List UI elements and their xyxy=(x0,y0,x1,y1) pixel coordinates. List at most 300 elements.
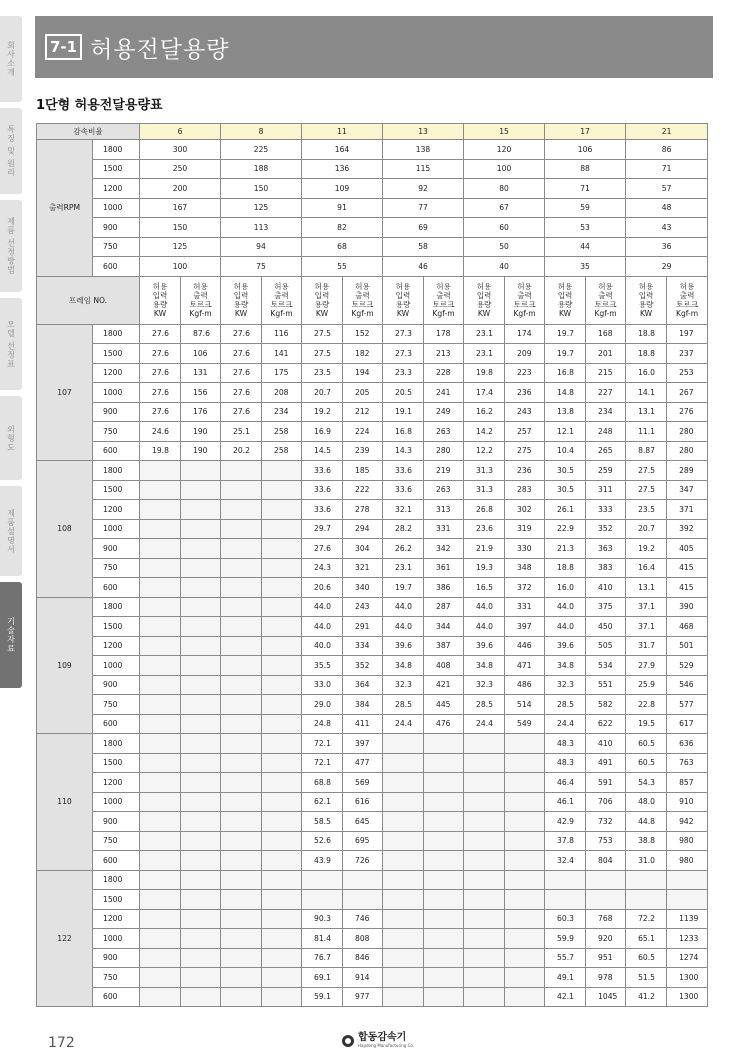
kw-value xyxy=(302,870,343,890)
kw-value: 25.1 xyxy=(221,422,262,442)
output-rpm-value: 77 xyxy=(383,198,464,218)
side-tab-features[interactable]: 특징 및 원리 xyxy=(0,108,22,194)
rpm-cell: 600 xyxy=(93,714,140,734)
torque-value xyxy=(262,929,302,949)
table-row xyxy=(37,402,708,422)
torque-value: 491 xyxy=(586,753,626,773)
torque-value: 980 xyxy=(667,851,708,871)
kw-value xyxy=(383,753,424,773)
output-rpm-value: 75 xyxy=(221,257,302,277)
torque-value: 920 xyxy=(586,929,626,949)
torque-value xyxy=(505,870,545,890)
kw-value xyxy=(545,890,586,910)
torque-value: 201 xyxy=(586,344,626,364)
kw-value xyxy=(140,831,181,851)
torque-value: 344 xyxy=(424,617,464,637)
kw-value xyxy=(464,968,505,988)
torque-value: 175 xyxy=(262,363,302,383)
rpm-cell: 900 xyxy=(93,675,140,695)
kw-value xyxy=(302,890,343,910)
kw-value: 27.6 xyxy=(140,363,181,383)
output-rpm-value: 69 xyxy=(383,218,464,238)
torque-value xyxy=(181,909,221,929)
kw-value xyxy=(221,539,262,559)
kw-value: 26.2 xyxy=(383,539,424,559)
output-rpm-value: 40 xyxy=(464,257,545,277)
kw-value: 27.6 xyxy=(302,539,343,559)
table-row xyxy=(37,968,708,988)
torque-value: 263 xyxy=(424,422,464,442)
kw-header-line: KW xyxy=(477,309,491,318)
torque-value xyxy=(262,539,302,559)
side-tab-company[interactable]: 회사소개 xyxy=(0,16,22,102)
kw-value: 21.3 xyxy=(545,539,586,559)
kw-value: 24.6 xyxy=(140,422,181,442)
torque-value: 411 xyxy=(343,714,383,734)
kw-value xyxy=(221,500,262,520)
rpm-cell: 600 xyxy=(93,987,140,1007)
kw-value: 17.4 xyxy=(464,383,505,403)
kw-value: 65.1 xyxy=(626,929,667,949)
torque-value xyxy=(262,558,302,578)
kw-header-line: 입력 xyxy=(557,291,573,300)
torque-value: 415 xyxy=(667,578,708,598)
torque-value: 364 xyxy=(343,675,383,695)
kw-value: 16.8 xyxy=(545,363,586,383)
torque-value: 236 xyxy=(505,383,545,403)
torque-value: 978 xyxy=(586,968,626,988)
table-row xyxy=(37,773,708,793)
output-rpm-value: 100 xyxy=(464,159,545,179)
kw-value: 16.2 xyxy=(464,402,505,422)
rpm-cell: 1000 xyxy=(93,198,140,218)
torque-value xyxy=(181,851,221,871)
kw-header-line: 허용 xyxy=(233,282,249,291)
rpm-cell: 1200 xyxy=(93,179,140,199)
torque-header-line: 출력 xyxy=(679,291,695,300)
kw-value xyxy=(140,558,181,578)
torque-value: 569 xyxy=(343,773,383,793)
output-rpm-value: 138 xyxy=(383,140,464,160)
rpm-cell: 900 xyxy=(93,948,140,968)
kw-value: 39.6 xyxy=(383,636,424,656)
kw-value xyxy=(140,773,181,793)
torque-value xyxy=(181,500,221,520)
kw-value: 16.0 xyxy=(626,363,667,383)
torque-value: 243 xyxy=(505,402,545,422)
kw-value xyxy=(383,773,424,793)
kw-value: 16.8 xyxy=(383,422,424,442)
output-rpm-value: 60 xyxy=(464,218,545,238)
torque-header-line: 출력 xyxy=(436,291,451,300)
kw-value xyxy=(383,851,424,871)
kw-value: 33.6 xyxy=(383,480,424,500)
kw-value: 20.6 xyxy=(302,578,343,598)
output-rpm-value: 82 xyxy=(302,218,383,238)
torque-value: 283 xyxy=(505,480,545,500)
torque-value xyxy=(505,987,545,1007)
output-rpm-value: 36 xyxy=(626,237,708,257)
torque-value: 405 xyxy=(667,539,708,559)
torque-value: 645 xyxy=(343,812,383,832)
torque-value: 275 xyxy=(505,441,545,461)
torque-value: 768 xyxy=(586,909,626,929)
torque-value: 746 xyxy=(343,909,383,929)
kw-value: 18.8 xyxy=(626,324,667,344)
kw-value xyxy=(221,831,262,851)
torque-value xyxy=(262,792,302,812)
kw-value: 28.5 xyxy=(464,695,505,715)
rpm-cell: 1000 xyxy=(93,519,140,539)
torque-value: 726 xyxy=(343,851,383,871)
torque-value xyxy=(424,890,464,910)
torque-value xyxy=(181,987,221,1007)
torque-value: 514 xyxy=(505,695,545,715)
table-row xyxy=(37,870,708,890)
company-logo xyxy=(342,1033,414,1048)
kw-value xyxy=(221,734,262,754)
kw-value xyxy=(221,558,262,578)
kw-value: 8.87 xyxy=(626,441,667,461)
rpm-cell: 1000 xyxy=(93,792,140,812)
table-row xyxy=(37,597,708,617)
side-tab-manual[interactable]: 제품설명서 xyxy=(0,486,22,576)
kw-value: 72.2 xyxy=(626,909,667,929)
torque-value: 222 xyxy=(343,480,383,500)
rpm-cell: 900 xyxy=(93,812,140,832)
kw-value: 27.6 xyxy=(221,402,262,422)
kw-value xyxy=(221,519,262,539)
torque-value: 331 xyxy=(505,597,545,617)
kw-value: 24.4 xyxy=(464,714,505,734)
rpm-cell: 600 xyxy=(93,441,140,461)
kw-value: 32.3 xyxy=(464,675,505,695)
torque-value: 194 xyxy=(343,363,383,383)
kw-value: 20.7 xyxy=(626,519,667,539)
output-rpm-value: 71 xyxy=(626,159,708,179)
torque-header-line: Kgf-m xyxy=(432,309,455,318)
kw-header-line: 용량 xyxy=(395,300,411,309)
kw-header-line: 용량 xyxy=(476,300,492,309)
kw-value xyxy=(383,987,424,1007)
torque-value: 486 xyxy=(505,675,545,695)
kw-value: 44.0 xyxy=(302,617,343,637)
torque-header-line: 토르크 xyxy=(189,300,212,309)
kw-value: 27.5 xyxy=(302,344,343,364)
torque-header xyxy=(667,276,708,324)
torque-value xyxy=(262,578,302,598)
kw-value xyxy=(383,831,424,851)
kw-value: 24.4 xyxy=(383,714,424,734)
kw-header xyxy=(221,276,262,324)
kw-header xyxy=(302,276,343,324)
kw-value xyxy=(140,792,181,812)
torque-value: 257 xyxy=(505,422,545,442)
kw-value xyxy=(221,480,262,500)
output-rpm-value: 106 xyxy=(545,140,626,160)
table-row xyxy=(37,617,708,637)
kw-value: 24.3 xyxy=(302,558,343,578)
torque-header-line: 토르크 xyxy=(513,300,536,309)
torque-value xyxy=(424,851,464,871)
output-rpm-value: 100 xyxy=(140,257,221,277)
table-row xyxy=(37,324,708,344)
torque-value: 529 xyxy=(667,656,708,676)
kw-value: 27.6 xyxy=(221,344,262,364)
torque-value xyxy=(262,656,302,676)
torque-value: 1300 xyxy=(667,968,708,988)
table-row xyxy=(37,656,708,676)
torque-header-line: Kgf-m xyxy=(189,309,212,318)
kw-header-line: 허용 xyxy=(152,282,168,291)
kw-value xyxy=(140,890,181,910)
torque-value: 384 xyxy=(343,695,383,715)
kw-header-line: KW xyxy=(639,309,653,318)
torque-value xyxy=(262,734,302,754)
table-row xyxy=(37,909,708,929)
kw-value xyxy=(464,831,505,851)
kw-value: 19.1 xyxy=(383,402,424,422)
torque-value: 253 xyxy=(667,363,708,383)
torque-value: 263 xyxy=(424,480,464,500)
kw-value: 27.6 xyxy=(221,324,262,344)
torque-value xyxy=(343,890,383,910)
torque-value xyxy=(424,987,464,1007)
kw-value: 13.1 xyxy=(626,578,667,598)
kw-value: 55.7 xyxy=(545,948,586,968)
kw-value xyxy=(626,870,667,890)
torque-value: 331 xyxy=(424,519,464,539)
torque-value: 577 xyxy=(667,695,708,715)
output-rpm-value: 115 xyxy=(383,159,464,179)
kw-value: 27.9 xyxy=(626,656,667,676)
torque-value: 477 xyxy=(343,753,383,773)
torque-value xyxy=(262,480,302,500)
torque-value: 753 xyxy=(586,831,626,851)
torque-value: 1300 xyxy=(667,987,708,1007)
kw-value: 19.7 xyxy=(545,324,586,344)
kw-value: 23.5 xyxy=(626,500,667,520)
table-row xyxy=(37,422,708,442)
kw-value: 48.0 xyxy=(626,792,667,812)
kw-value xyxy=(221,656,262,676)
kw-value: 30.5 xyxy=(545,480,586,500)
torque-value xyxy=(262,597,302,617)
kw-value xyxy=(464,929,505,949)
frame-number: 109 xyxy=(37,597,93,734)
kw-value: 23.5 xyxy=(302,363,343,383)
torque-value: 408 xyxy=(424,656,464,676)
kw-value xyxy=(221,597,262,617)
kw-value xyxy=(221,812,262,832)
output-rpm-value: 188 xyxy=(221,159,302,179)
kw-value xyxy=(464,773,505,793)
torque-value: 258 xyxy=(262,441,302,461)
torque-value xyxy=(262,948,302,968)
kw-value: 31.3 xyxy=(464,480,505,500)
torque-value xyxy=(181,519,221,539)
torque-value xyxy=(181,890,221,910)
kw-value: 31.0 xyxy=(626,851,667,871)
torque-value: 1274 xyxy=(667,948,708,968)
torque-value xyxy=(424,909,464,929)
torque-header-line: 출력 xyxy=(517,291,532,300)
torque-value xyxy=(262,851,302,871)
torque-value: 234 xyxy=(262,402,302,422)
rpm-cell: 1000 xyxy=(93,383,140,403)
torque-value: 249 xyxy=(424,402,464,422)
kw-value: 14.5 xyxy=(302,441,343,461)
torque-header-line: 허용 xyxy=(193,282,208,291)
table-row xyxy=(37,636,708,656)
torque-value: 450 xyxy=(586,617,626,637)
torque-value xyxy=(424,734,464,754)
kw-value xyxy=(140,500,181,520)
torque-header-line: 토르크 xyxy=(351,300,374,309)
torque-value: 549 xyxy=(505,714,545,734)
output-rpm-value: 55 xyxy=(302,257,383,277)
rpm-cell: 1500 xyxy=(93,159,140,179)
kw-value: 34.8 xyxy=(464,656,505,676)
torque-header xyxy=(343,276,383,324)
kw-value: 33.6 xyxy=(302,500,343,520)
table-row xyxy=(37,890,708,910)
torque-value: 386 xyxy=(424,578,464,598)
torque-header-line: 허용 xyxy=(679,282,695,291)
kw-value: 27.6 xyxy=(140,402,181,422)
torque-header-line: Kgf-m xyxy=(513,309,536,318)
torque-value: 156 xyxy=(181,383,221,403)
kw-value: 14.3 xyxy=(383,441,424,461)
kw-value xyxy=(221,792,262,812)
side-tab-technical-data[interactable]: 기술자료 xyxy=(0,582,22,688)
torque-value: 319 xyxy=(505,519,545,539)
torque-value: 846 xyxy=(343,948,383,968)
kw-value: 33.0 xyxy=(302,675,343,695)
torque-value: 294 xyxy=(343,519,383,539)
torque-value: 321 xyxy=(343,558,383,578)
kw-value: 11.1 xyxy=(626,422,667,442)
output-rpm-value: 80 xyxy=(464,179,545,199)
torque-value xyxy=(505,753,545,773)
kw-value xyxy=(140,812,181,832)
table-row xyxy=(37,344,708,364)
side-tab-selection-method[interactable]: 제품 선정방법 xyxy=(0,200,22,292)
output-rpm-value: 150 xyxy=(221,179,302,199)
torque-value: 278 xyxy=(343,500,383,520)
torque-value: 591 xyxy=(586,773,626,793)
torque-value: 546 xyxy=(667,675,708,695)
side-tab-dimensions[interactable]: 외형도 xyxy=(0,396,22,480)
kw-value xyxy=(140,929,181,949)
torque-value: 340 xyxy=(343,578,383,598)
kw-header-line: KW xyxy=(558,309,572,318)
torque-value xyxy=(181,870,221,890)
torque-value: 182 xyxy=(343,344,383,364)
output-rpm-value: 67 xyxy=(464,198,545,218)
kw-value: 52.6 xyxy=(302,831,343,851)
output-rpm-value: 300 xyxy=(140,140,221,160)
frame-number: 108 xyxy=(37,461,93,598)
output-rpm-value: 57 xyxy=(626,179,708,199)
kw-value: 23.6 xyxy=(464,519,505,539)
torque-value: 363 xyxy=(586,539,626,559)
torque-value: 87.6 xyxy=(181,324,221,344)
kw-header xyxy=(626,276,667,324)
kw-value: 18.8 xyxy=(626,344,667,364)
table-row xyxy=(37,539,708,559)
kw-value: 27.5 xyxy=(626,461,667,481)
torque-header-line: Kgf-m xyxy=(270,309,293,318)
torque-header-line: 출력 xyxy=(274,291,289,300)
torque-value xyxy=(262,519,302,539)
kw-header-line: 용량 xyxy=(557,300,573,309)
torque-value: 617 xyxy=(667,714,708,734)
kw-value: 19.8 xyxy=(140,441,181,461)
output-rpm-value: 46 xyxy=(383,257,464,277)
ratio-cell: 21 xyxy=(626,124,708,140)
kw-header xyxy=(545,276,586,324)
table-row xyxy=(37,159,708,179)
torque-header-line: 출력 xyxy=(355,291,370,300)
frame-number: 122 xyxy=(37,870,93,1007)
kw-value: 31.3 xyxy=(464,461,505,481)
table-row xyxy=(37,929,708,949)
rpm-cell: 750 xyxy=(93,831,140,851)
torque-value xyxy=(424,753,464,773)
torque-value xyxy=(424,773,464,793)
rpm-cell: 750 xyxy=(93,558,140,578)
output-rpm-value: 167 xyxy=(140,198,221,218)
torque-value: 106 xyxy=(181,344,221,364)
kw-value xyxy=(221,578,262,598)
rpm-cell: 1200 xyxy=(93,636,140,656)
kw-value: 68.8 xyxy=(302,773,343,793)
torque-value: 476 xyxy=(424,714,464,734)
kw-value: 23.1 xyxy=(464,344,505,364)
torque-value: 190 xyxy=(181,441,221,461)
table-row xyxy=(37,734,708,754)
kw-value xyxy=(464,909,505,929)
kw-value xyxy=(221,617,262,637)
torque-value: 410 xyxy=(586,578,626,598)
rpm-cell: 1800 xyxy=(93,140,140,160)
kw-value xyxy=(221,773,262,793)
kw-value: 28.2 xyxy=(383,519,424,539)
output-rpm-value: 58 xyxy=(383,237,464,257)
side-tab-model-selection[interactable]: 모델 선정표 xyxy=(0,298,22,390)
kw-value: 12.2 xyxy=(464,441,505,461)
kw-value: 31.7 xyxy=(626,636,667,656)
output-rpm-value: 225 xyxy=(221,140,302,160)
kw-value xyxy=(140,734,181,754)
torque-value: 248 xyxy=(586,422,626,442)
kw-value: 44.0 xyxy=(302,597,343,617)
rpm-cell: 750 xyxy=(93,422,140,442)
company-name-en: Hapdong Manufacturing Co. xyxy=(358,1043,415,1048)
torque-value: 276 xyxy=(667,402,708,422)
torque-header-line: 허용 xyxy=(517,282,532,291)
output-rpm-value: 43 xyxy=(626,218,708,238)
torque-value xyxy=(181,656,221,676)
torque-value: 468 xyxy=(667,617,708,637)
torque-value xyxy=(505,909,545,929)
torque-value xyxy=(262,500,302,520)
table-row xyxy=(37,519,708,539)
torque-header xyxy=(505,276,545,324)
kw-value: 23.1 xyxy=(383,558,424,578)
torque-value xyxy=(181,792,221,812)
